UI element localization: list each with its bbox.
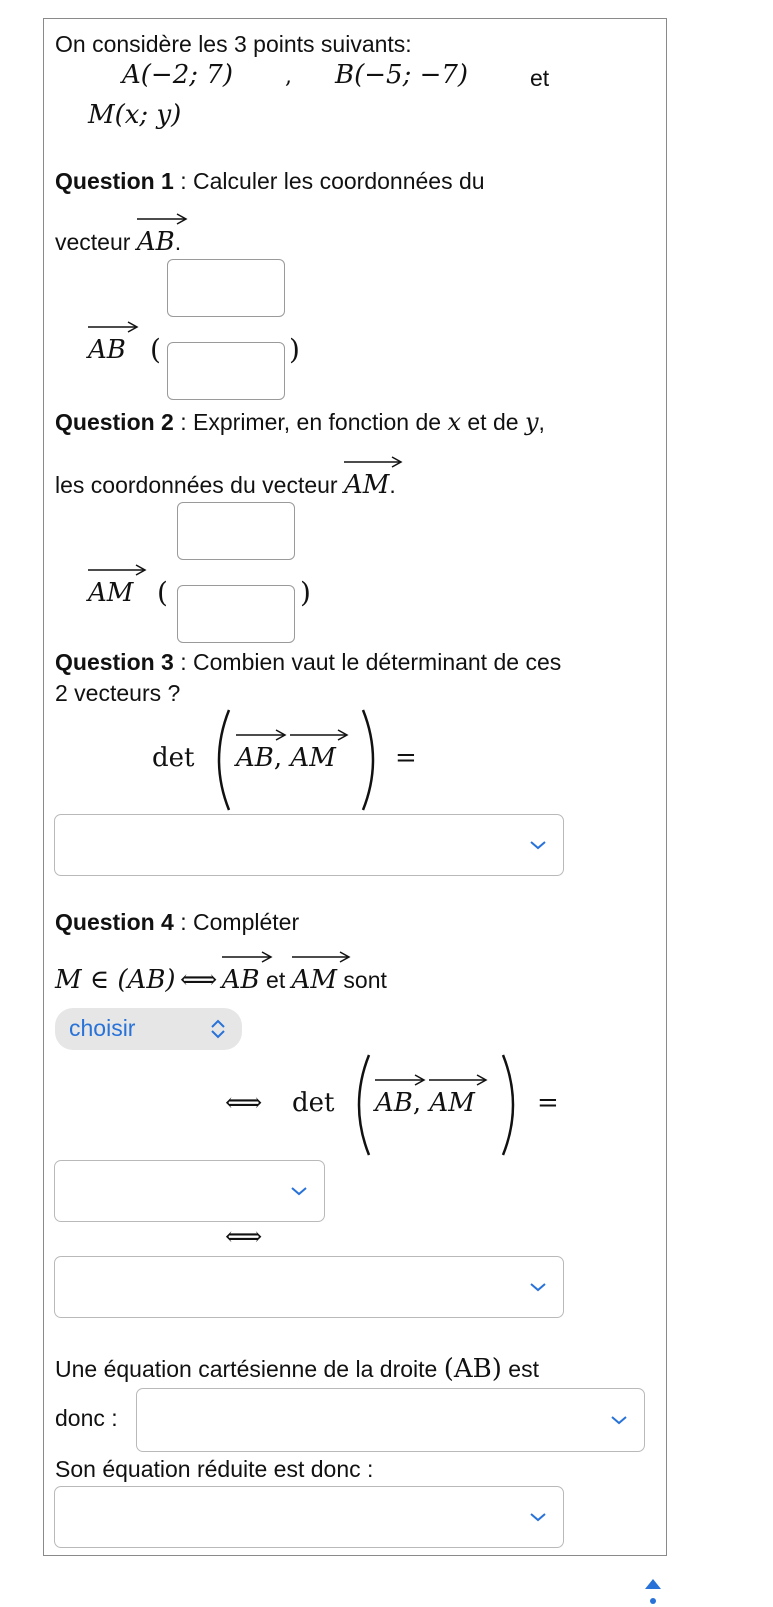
q4-equivalence: M ∈ (AB) ⟺ AB et AM sont: [55, 965, 387, 995]
reduced-equation-dropdown[interactable]: [54, 1486, 564, 1548]
q2-line2: les coordonnées du vecteur AM.: [55, 470, 396, 500]
q3-det-label: det: [152, 743, 195, 773]
vector-arrow-icon: [375, 1073, 427, 1087]
point-et: et: [530, 65, 550, 91]
vector-arrow-icon: [137, 212, 189, 226]
q1-open-paren: (: [150, 333, 161, 366]
q4-right-bracket: [497, 1053, 527, 1157]
vector-arrow-icon: [88, 563, 148, 577]
q1-close-paren: ): [289, 333, 300, 366]
q1-vector-label: AB: [88, 335, 126, 365]
q4-iff-3: ⟺: [225, 1222, 263, 1252]
point-m: M(x; y): [88, 100, 182, 130]
q2-open-paren: (: [157, 576, 168, 609]
q2-vector-label: AM: [88, 578, 133, 608]
q4-equation-dropdown[interactable]: [54, 1256, 564, 1318]
chevron-down-icon: [610, 1415, 628, 1425]
q2-close-paren: ): [300, 576, 311, 609]
point-separator: ,: [285, 64, 292, 89]
cartesian-equation-dropdown[interactable]: [136, 1388, 645, 1452]
q1-title: Question 1: [55, 168, 174, 194]
vector-arrow-icon: [290, 728, 350, 742]
q4-det-label: det: [292, 1088, 335, 1118]
point-a: A(−2; 7): [122, 60, 233, 90]
q2-x-input[interactable]: [177, 502, 295, 560]
q3-right-bracket: [357, 708, 387, 812]
chevron-down-icon: [529, 1282, 547, 1292]
q4-equals: =: [537, 1088, 559, 1118]
q3-line2: 2 vecteurs ?: [55, 680, 181, 706]
q1-vector-ab: AB: [137, 227, 175, 257]
q4-det-vectors: AB, AM: [375, 1088, 475, 1118]
q2-y-input[interactable]: [177, 585, 295, 643]
q1-line2: vecteur AB.: [55, 227, 181, 257]
q1-y-input[interactable]: [167, 342, 285, 400]
q4-title: Question 4: [55, 909, 174, 935]
q4-line1: Question 4 : Compléter: [55, 909, 300, 935]
q4-determinant-dropdown[interactable]: [54, 1160, 325, 1222]
q1-text2: vecteur: [55, 229, 137, 255]
scroll-indicator-icon[interactable]: [643, 1577, 663, 1607]
q4-iff-2: ⟺: [225, 1088, 263, 1118]
q1-text: : Calculer les coordonnées du: [173, 168, 485, 194]
point-b: B(−5; −7): [335, 60, 469, 90]
q2-title: Question 2: [55, 409, 174, 435]
final-line1: Une équation cartésienne de la droite (AB) est: [55, 1354, 539, 1384]
vector-arrow-icon: [88, 320, 140, 334]
q1-line1: [55, 167, 485, 195]
chevron-down-icon: [290, 1186, 308, 1196]
q3-determinant-dropdown[interactable]: [54, 814, 564, 876]
vector-arrow-icon: [236, 728, 288, 742]
vector-arrow-icon: [344, 455, 404, 469]
q4-select-label: choisir: [69, 1015, 136, 1041]
q3-left-bracket: [205, 708, 235, 812]
final-reduite: Son équation réduite est donc :: [55, 1456, 374, 1482]
q2-line1: Question 2 : Exprimer, en fonction de x et de y,: [55, 408, 545, 436]
q3-title: Question 3: [55, 649, 174, 675]
q3-equals: =: [395, 743, 417, 773]
q3-line1: Question 3 : Combien vaut le déterminant de ces: [55, 649, 562, 675]
q2-vector-am: AM: [344, 470, 389, 500]
updown-chevron-icon: [210, 1019, 226, 1039]
chevron-down-icon: [529, 840, 547, 850]
q3-vectors: AB, AM: [236, 743, 336, 773]
intro-text: On considère les 3 points suivants:: [55, 31, 412, 57]
q4-left-bracket: [345, 1053, 375, 1157]
vector-arrow-icon: [292, 950, 352, 964]
q4-choice-select[interactable]: [55, 1008, 242, 1050]
final-donc: donc :: [55, 1405, 118, 1431]
vector-arrow-icon: [222, 950, 274, 964]
vector-arrow-icon: [429, 1073, 489, 1087]
chevron-down-icon: [529, 1512, 547, 1522]
q1-x-input[interactable]: [167, 259, 285, 317]
